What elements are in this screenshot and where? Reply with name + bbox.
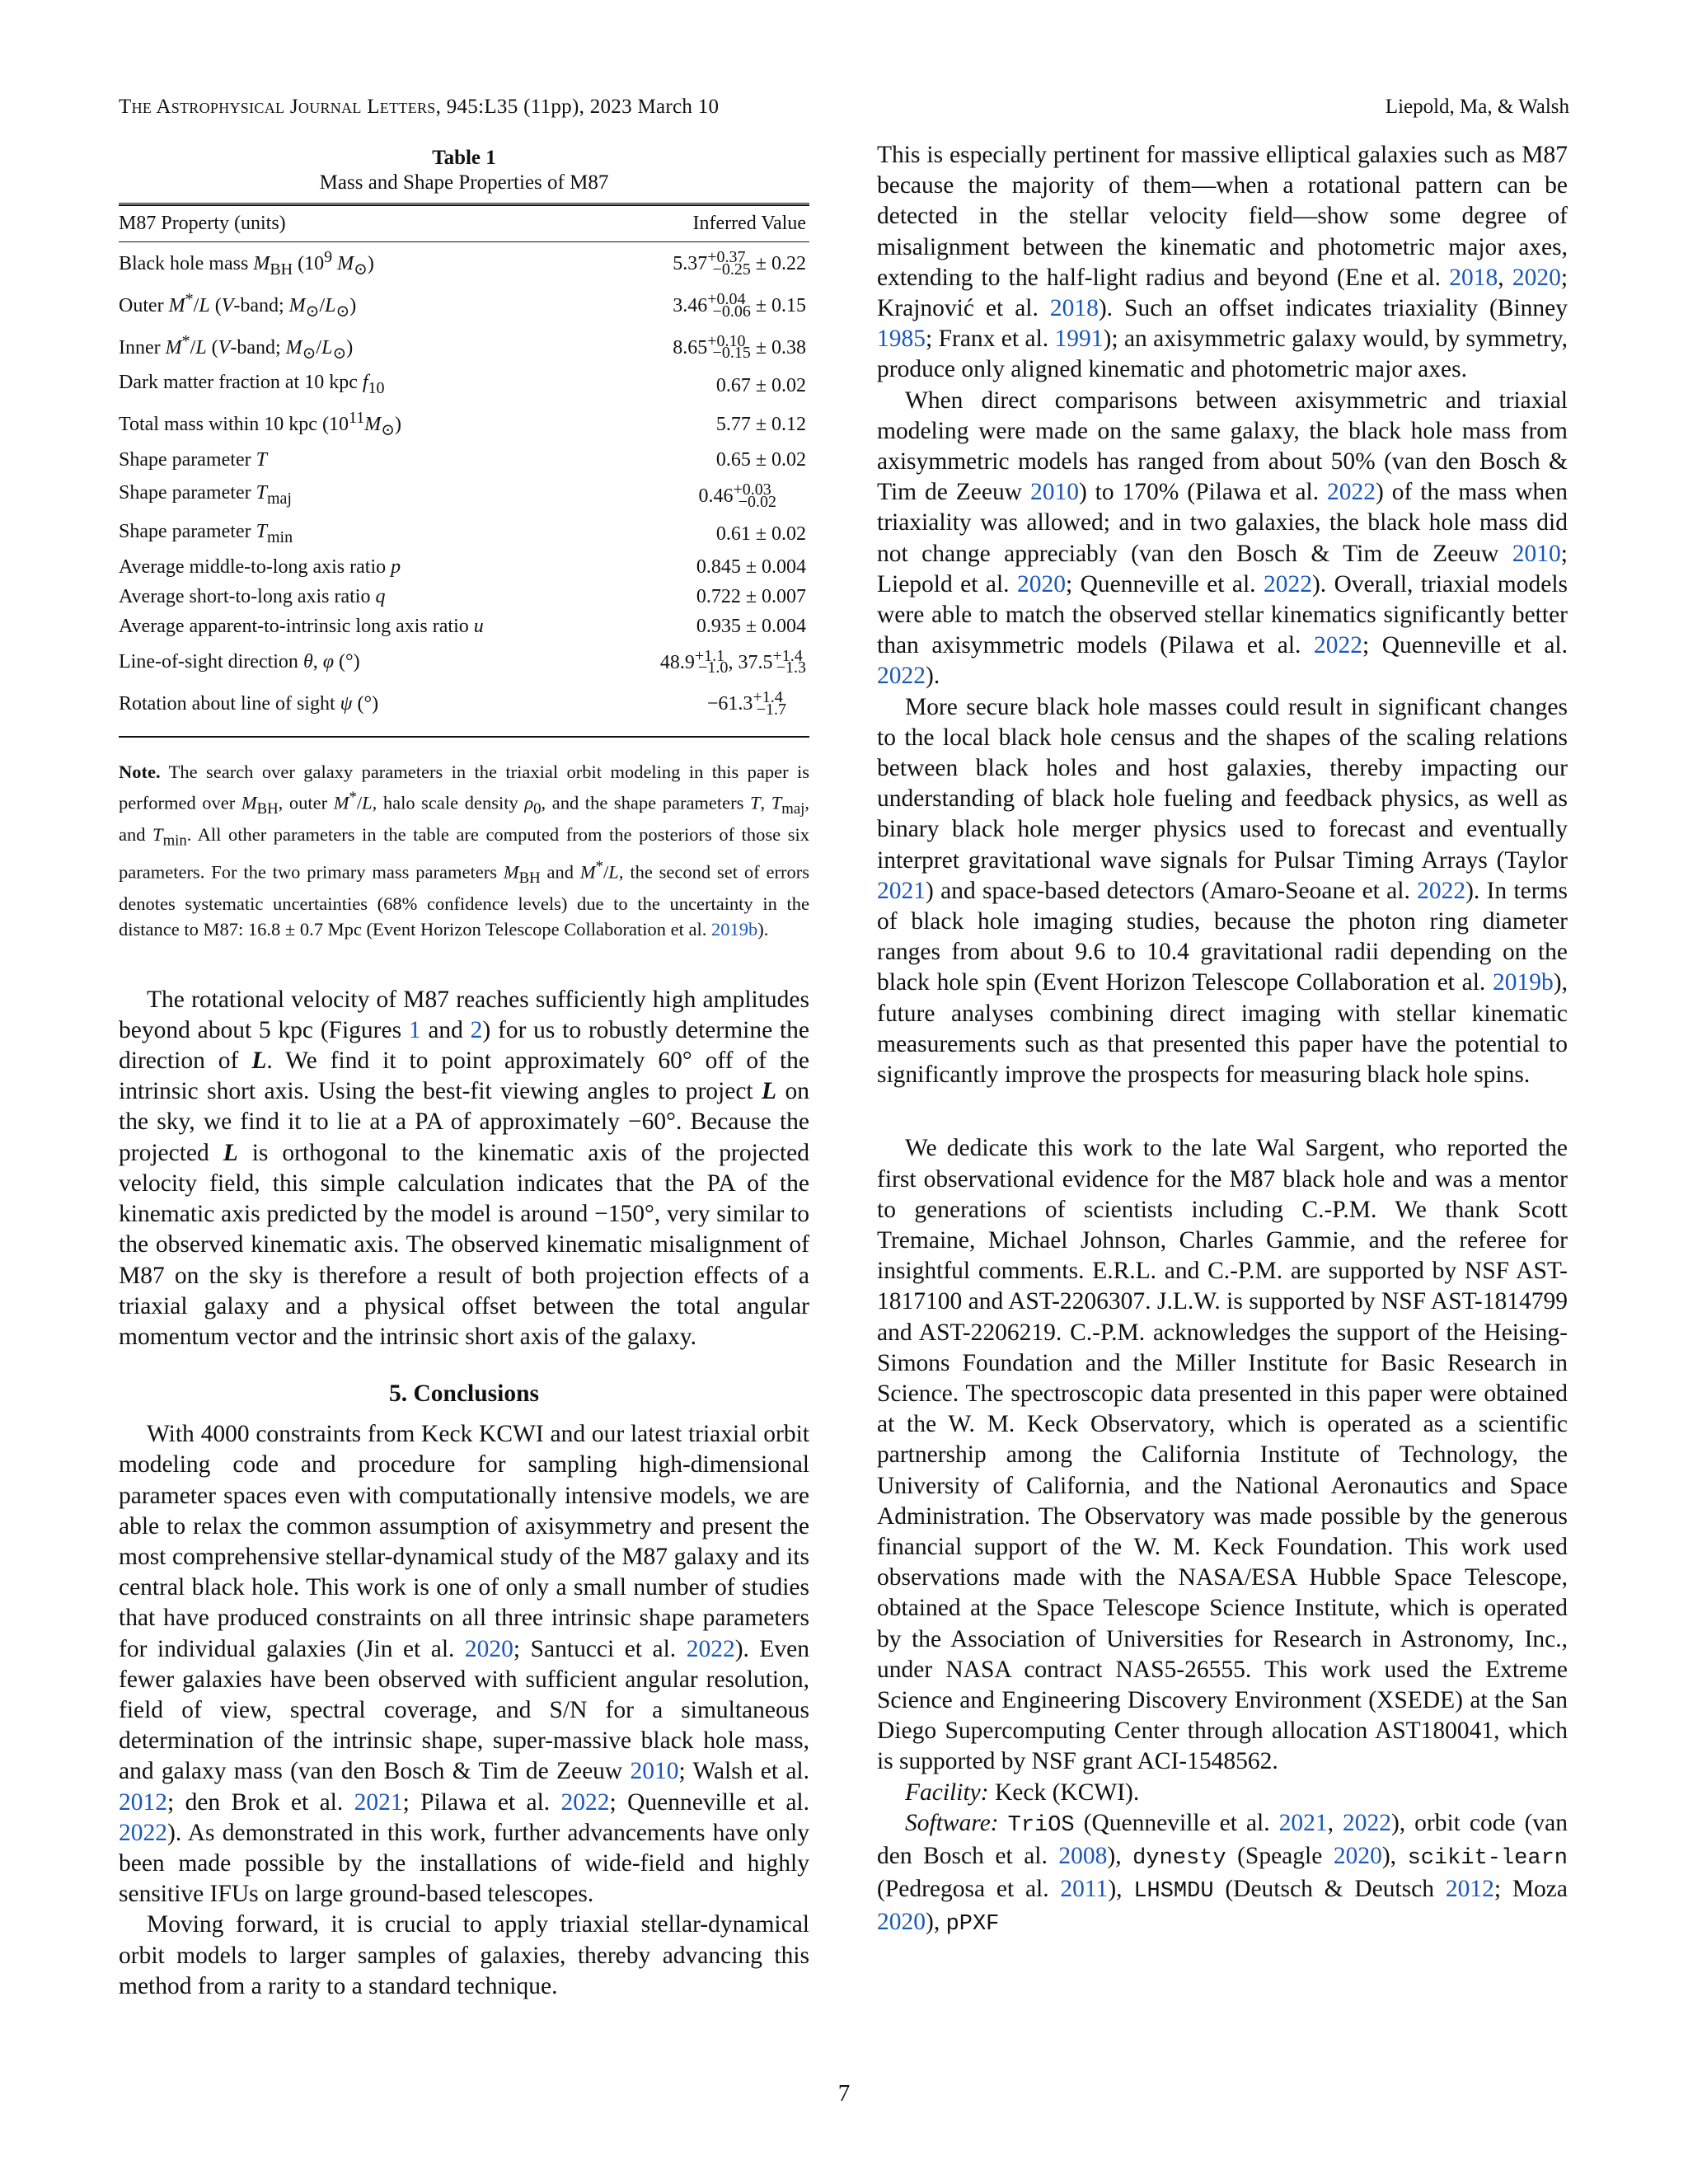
table-row: Shape parameter $T_{maj}$ $0.46^{+0.03}_{-0.02}$	[119, 480, 776, 511]
table-row: Average middle-to-long axis ratio p 0.845 ± 0.004	[119, 555, 806, 578]
citation-link[interactable]: 2022	[1342, 1809, 1391, 1836]
citation-link[interactable]: 2021	[1278, 1809, 1328, 1836]
citation-link[interactable]: 2022	[1327, 479, 1376, 506]
paragraph-acknowledgments: We dedicate this work to the late Wal Sargent, who reported the first observational evidence for the M87 black hole and was a mentor to generations of scientists including C.-P.M. We thank Scott Tremaine, Michael Johnson, Charles Gammie, and the referee for insightful comments. E.R.L. and C.-P.M. are supported by NSF AST-1817100 and AST-2206307. J.L.W. is supported by NSF AST-1814799 and AST-2206219. C.-P.M. acknowledges the support of the Heising-Simons Foundation and the Miller Institute for Basic Research in Science. The spectroscopic data presented in this paper were obtained at the W. M. Keck Observatory, which is operated as a scientific partnership among the California Institute of Technology, the University of California, and the National Aeronautics and Space Administration. The Observatory was made possible by the generous financial support of the W. M. Keck Foundation. This work used observations made with the NASA/ESA Hubble Space Telescope, obtained at the Space Telescope Science Institute, which is operated by the Association of Universities for Research in Astronomy, Inc., under NASA contract NAS5-26555. This work used the Extreme Science and Engineering Discovery Environment (XSEDE) at the San Diego Supercomputing Center through allocation AST180041, which is supported by NSF grant ACI-1548562.	[877, 1135, 1568, 1775]
software-label: Software:	[905, 1809, 999, 1836]
facility-label: Facility:	[905, 1779, 989, 1806]
facility-line	[877, 1778, 1568, 1808]
citation-link[interactable]: 2008	[1058, 1842, 1108, 1869]
citation-link[interactable]: 2020	[1333, 1842, 1382, 1869]
citation-link[interactable]: 2022	[560, 1788, 610, 1816]
citation-link[interactable]: 2010	[1029, 479, 1079, 506]
table-row: Shape parameter $T_{min}$ 0.61 ± 0.02	[119, 520, 806, 546]
citation-link[interactable]: 2020	[1512, 264, 1561, 291]
paragraph-conclusions-2: Moving forward, it is crucial to apply triaxial stellar-dynamical orbit models to larger samples of galaxies, thereby advancing this method from a rarity to a standard technique.	[119, 1911, 809, 1999]
table-row: Shape parameter T 0.65 ± 0.02	[119, 448, 806, 471]
citation-link[interactable]: 2022	[1263, 570, 1312, 598]
citation-link[interactable]: 2012	[119, 1788, 167, 1816]
table-row: Average apparent-to-intrinsic long axis ratio u 0.935 ± 0.004	[119, 615, 806, 637]
table-caption: Mass and Shape Properties of M87	[319, 171, 609, 194]
left-column	[119, 140, 809, 2002]
citation-link[interactable]: 2011	[1060, 1876, 1109, 1903]
table-row: Total mass within 10 kpc $(10^{11}M_⊙)$ 5.77 ± 0.12	[119, 409, 806, 439]
citation-link[interactable]: 2021	[354, 1788, 403, 1816]
citation-link[interactable]: 2018	[1449, 264, 1498, 291]
properties-table	[119, 206, 809, 724]
citation-link[interactable]: 1985	[877, 326, 926, 353]
citation-link[interactable]: 2022	[119, 1819, 167, 1846]
page-number: 7	[837, 2080, 851, 2107]
figure-link[interactable]: 2	[470, 1016, 483, 1043]
running-head-authors: Liepold, Ma, & Walsh	[1385, 96, 1569, 118]
table-row: Line-of-sight direction θ, φ (°) $48.9^{+1.1}_{-1.0}$, $37.5^{+1.4}_{-1.3}$	[119, 646, 806, 677]
right-column	[877, 140, 1568, 1941]
citation-link[interactable]: 2020	[464, 1635, 513, 1662]
table-row: Dark matter fraction at 10 kpc $f_{10}$ 0.67 ± 0.02	[119, 372, 806, 398]
software-line: Software: TriOS (Quenneville et al. 2021, 2022), orbit code (van den Bosch et al. 2008), dynesty (Speagle 2020), scikit-learn (Pedregosa et al. 2011), LHSMDU (Deutsch & Deutsch 2012; Moza 2020), pPXF	[877, 1809, 1568, 1938]
paragraph-misalignment: This is especially pertinent for massive elliptical galaxies such as M87 because the majority of them—when a rotational pattern can be detected in the stellar velocity field—show some degree of misalignment between the kinematic and photometric major axes, extending to the half-light radius and beyond (Ene et al. 2018, 2020; Krajnović et al. 2018). Such an offset indicates triaxiality (Binney 1985; Franx et al. 1991); an axisymmetric galaxy would, by symmetry, produce only aligned kinematic and photometric major axes.	[877, 142, 1568, 383]
citation-link[interactable]: 1991	[1054, 326, 1104, 353]
header-property: M87 Property (units)	[119, 206, 609, 242]
table-row: Rotation about line of sight ψ (°) $-61.3^{+1.4}_{-1.7}$	[119, 688, 786, 719]
figure-link[interactable]: 1	[408, 1016, 421, 1043]
paragraph-comparisons: When direct comparisons between axisymmetric and triaxial modeling were made on the same galaxy, the black hole mass from axisymmetric models has ranged from about 50% (van den Bosch & Tim de Zeeuw 2010) to 170% (Pilawa et al. 2022) of the mass when triaxiality was allowed; and in two galaxies, the black hole mass did not change appreciably (van den Bosch & Tim de Zeeuw 2010; Liepold et al. 2020; Quenneville et al. 2022). Overall, triaxial models were able to match the observed stellar kinematics significantly better than axisymmetric models (Pilawa et al. 2022; Quenneville et al. 2022).	[877, 387, 1568, 690]
running-head-journal: The Astrophysical Journal Letters, 945:L35 (11pp), 2023 March 10	[119, 96, 720, 118]
table-title: Table 1	[432, 147, 496, 169]
paragraph-rotation: The rotational velocity of M87 reaches sufficiently high amplitudes beyond about 5 kpc (Figures 1 and 2) for us to robustly determine the direction of L. We find it to point approximately 60° off of the intrinsic short axis. Using the best-fit viewing angles to project L on the sky, we find it to lie at a PA of approximately −60°. Because the projected L is orthogonal to the kinematic axis of the projected velocity field, this simple calculation indicates that the PA of the kinematic axis predicted by the model is around −150°, very similar to the observed kinematic axis. The observed kinematic misalignment of M87 on the sky is therefore a result of both projection effects of a triaxial galaxy and a physical offset between the total angular momentum vector and the intrinsic short axis of the galaxy.	[119, 986, 810, 1350]
citation-link[interactable]: 2022	[877, 663, 926, 690]
table-row: Outer M*/L (V-band; $M_⊙/L_⊙$) $3.46^{+0.04}_{-0.06} \pm 0.15$	[119, 289, 806, 321]
header-value: Inferred Value	[609, 206, 809, 242]
citation-link[interactable]: 2022	[686, 1635, 735, 1662]
citation-link[interactable]: 2019b	[710, 918, 758, 940]
citation-link[interactable]: 2010	[1512, 540, 1561, 567]
table-row: Inner M*/L (V-band; $M_⊙/L_⊙$) $8.65^{+0.10}_{-0.15} \pm 0.38$	[119, 331, 806, 363]
table-header-row	[119, 206, 809, 242]
paragraph-conclusions-1: With 4000 constraints from Keck KCWI and our latest triaxial orbit modeling code and procedure for sampling high-dimensional parameter spaces even with computationally intensive models, we are able to relax the common assumption of axisymmetry and present the most comprehensive stellar-dynamical study of the M87 galaxy and its central black hole. This work is one of only a small number of studies that have produced constraints on all three intrinsic shape parameters for individual galaxies (Jin et al. 2020; Santucci et al. 2022). Even fewer galaxies have been observed with sufficient angular resolution, field of view, spectral coverage, and S/N for a simultaneous determination of the intrinsic shape, super-massive black hole mass, and galaxy mass (van den Bosch & Tim de Zeeuw 2010; Walsh et al. 2012; den Brok et al. 2021; Pilawa et al. 2022; Quenneville et al. 2022). As demonstrated in this work, further advancements have only been made possible by the installations of wide-field and highly sensitive IFUs on large ground-based telescopes.	[119, 1421, 810, 1908]
table-row: Black hole mass $M_{BH}$ ($10^9$ $M_⊙$) $5.37^{+0.37}_{-0.25} \pm 0.22$	[119, 248, 806, 279]
citation-link[interactable]: 2012	[1445, 1876, 1494, 1903]
citation-link[interactable]: 2022	[1417, 877, 1466, 904]
citation-link[interactable]: 2010	[630, 1758, 679, 1785]
table-row: Average short-to-long axis ratio q 0.722 ± 0.007	[119, 585, 806, 607]
table-note: Note. The search over galaxy parameters in the triaxial orbit modeling in this paper is performed over $M_{BH}$, outer M*/L, halo scale density $\rho_0$, and the shape parameters T, $T_{maj}$, and $T_{min}$. All other parameters in the table are computed from the posteriors of those six parameters. For the two primary mass parameters $M_{BH}$ and M*/L, the second set of errors denotes systematic uncertainties (68% confidence levels) due to the uncertainty in the distance to M87: 16.8 ± 0.7 Mpc (Event Horizon Telescope Collaboration et al. 2019b).	[119, 762, 809, 940]
note-label: Note.	[119, 762, 161, 783]
citation-link[interactable]: 2018	[1049, 295, 1099, 322]
citation-link[interactable]: 2020	[1016, 570, 1066, 598]
paragraph-black-hole-masses: More secure black hole masses could result in significant changes to the local black hole census and the shapes of the scaling relations between black holes and host galaxies, thereby impacting our understanding of black hole fueling and feedback physics, as well as binary black hole merger physics used to forecast and eventually interpret gravitational wave signals for Pulsar Timing Arrays (Taylor 2021) and space-based detectors (Amaro-Seoane et al. 2022). In terms of black hole imaging studies, because the photon ring diameter ranges from about 9.6 to 10.4 gravitational radii depending on the black hole spin (Event Horizon Telescope Collaboration et al. 2019b), future analyses combining direct imaging with stellar kinematic measurements such as that presented this paper have the potential to significantly improve the prospects for measuring black hole spins.	[877, 693, 1568, 1089]
section-heading-conclusions: 5. Conclusions	[389, 1380, 539, 1408]
facility-text: Keck (KCWI).	[994, 1779, 1140, 1806]
table-bottom-rule	[119, 736, 809, 738]
citation-link[interactable]: 2021	[877, 877, 926, 904]
citation-link[interactable]: 2022	[1314, 632, 1362, 659]
citation-link[interactable]: 2020	[877, 1909, 926, 1936]
citation-link[interactable]: 2019b	[1493, 969, 1554, 996]
